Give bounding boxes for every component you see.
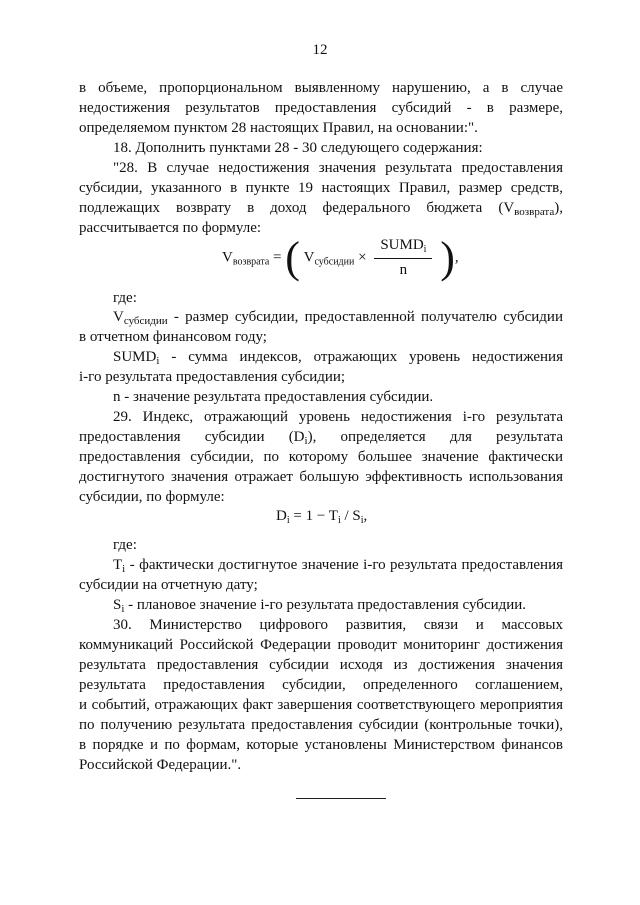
formula-index: $D_i = 1 - T_i / S_i$, [276,508,368,526]
text-line: 30. Министерство цифрового развития, связи и массовых [113,617,563,633]
text-line: "28. В случае недостижения значения результата предоставления [113,160,563,176]
text-line: коммуникаций Российской Федерации проводит мониторинг достижения [79,637,563,653]
text-line: $SUMD_i$ - сумма индексов, отражающих уровень недостижения [113,349,563,367]
text-line: где: [113,290,137,306]
text-line: определяемом пунктом 28 настоящих Правил, на основании:". [79,120,478,136]
text-line: и событий, отражающих факт завершения соответствующего мероприятия [79,697,563,713]
text-line: предоставления субсидии $(D_i)$, определяется для результата [79,429,563,447]
text-line: в объеме, пропорциональном выявленному нарушению, а в случае [79,80,563,96]
page-number: 12 [312,42,328,58]
text-line: результата предоставления субсидии, определенного соглашением, [79,677,563,693]
text-line: $V_{субсидии}$ - размер субсидии, предоставленной получателю субсидии [113,309,563,327]
text-line: по получению результата предоставления субсидии (контрольные точки), [79,717,563,733]
end-rule [296,798,386,799]
formula-return-amount: $V_{возврата}$ = ( $V_{субсидии}$ × $\frac{SUMD_i}{n}$ ), [222,233,459,282]
text-line: субсидии, по формуле: [79,489,225,505]
text-line: 29. Индекс, отражающий уровень недостижения i-го результата [113,409,563,425]
text-line: i-го результата предоставления субсидии; [79,369,346,385]
text-line: подлежащих возврату в доход федерального бюджета $(V_{возврата})$, [79,200,563,218]
text-line: Российской Федерации.". [79,757,242,773]
text-line: достигнутого значения отражает большую эффективность использования [79,469,563,485]
text-line: результата предоставления субсидии исходя из достижения значения [79,657,563,673]
fraction: $\frac{SUMD_i}{n}$ [374,237,432,279]
text-line: $T_i$ - фактически достигнутое значение i-го результата предоставления [113,557,563,575]
text-line: $S_i$ - плановое значение i-го результата предоставления субсидии. [113,597,527,615]
text-line: n - значение результата предоставления субсидии. [113,389,434,405]
text-line: рассчитывается по формуле: [79,220,262,236]
text-line: недостижения результатов предоставления субсидий - в размере, [79,100,563,116]
text-line: субсидии, указанного в пункте 19 настоящих Правил, размер средств, [79,180,563,196]
text-line: предоставления субсидии, по которому большее значение фактически [79,449,563,465]
text-line: где: [113,537,137,553]
text-line: в отчетном финансовом году; [79,329,267,345]
text-line: субсидии на отчетную дату; [79,577,258,593]
text-line: в порядке и по формам, которые установлены Министерством финансов [79,737,563,753]
text-line: 18. Дополнить пунктами 28 - 30 следующего содержания: [113,140,483,156]
